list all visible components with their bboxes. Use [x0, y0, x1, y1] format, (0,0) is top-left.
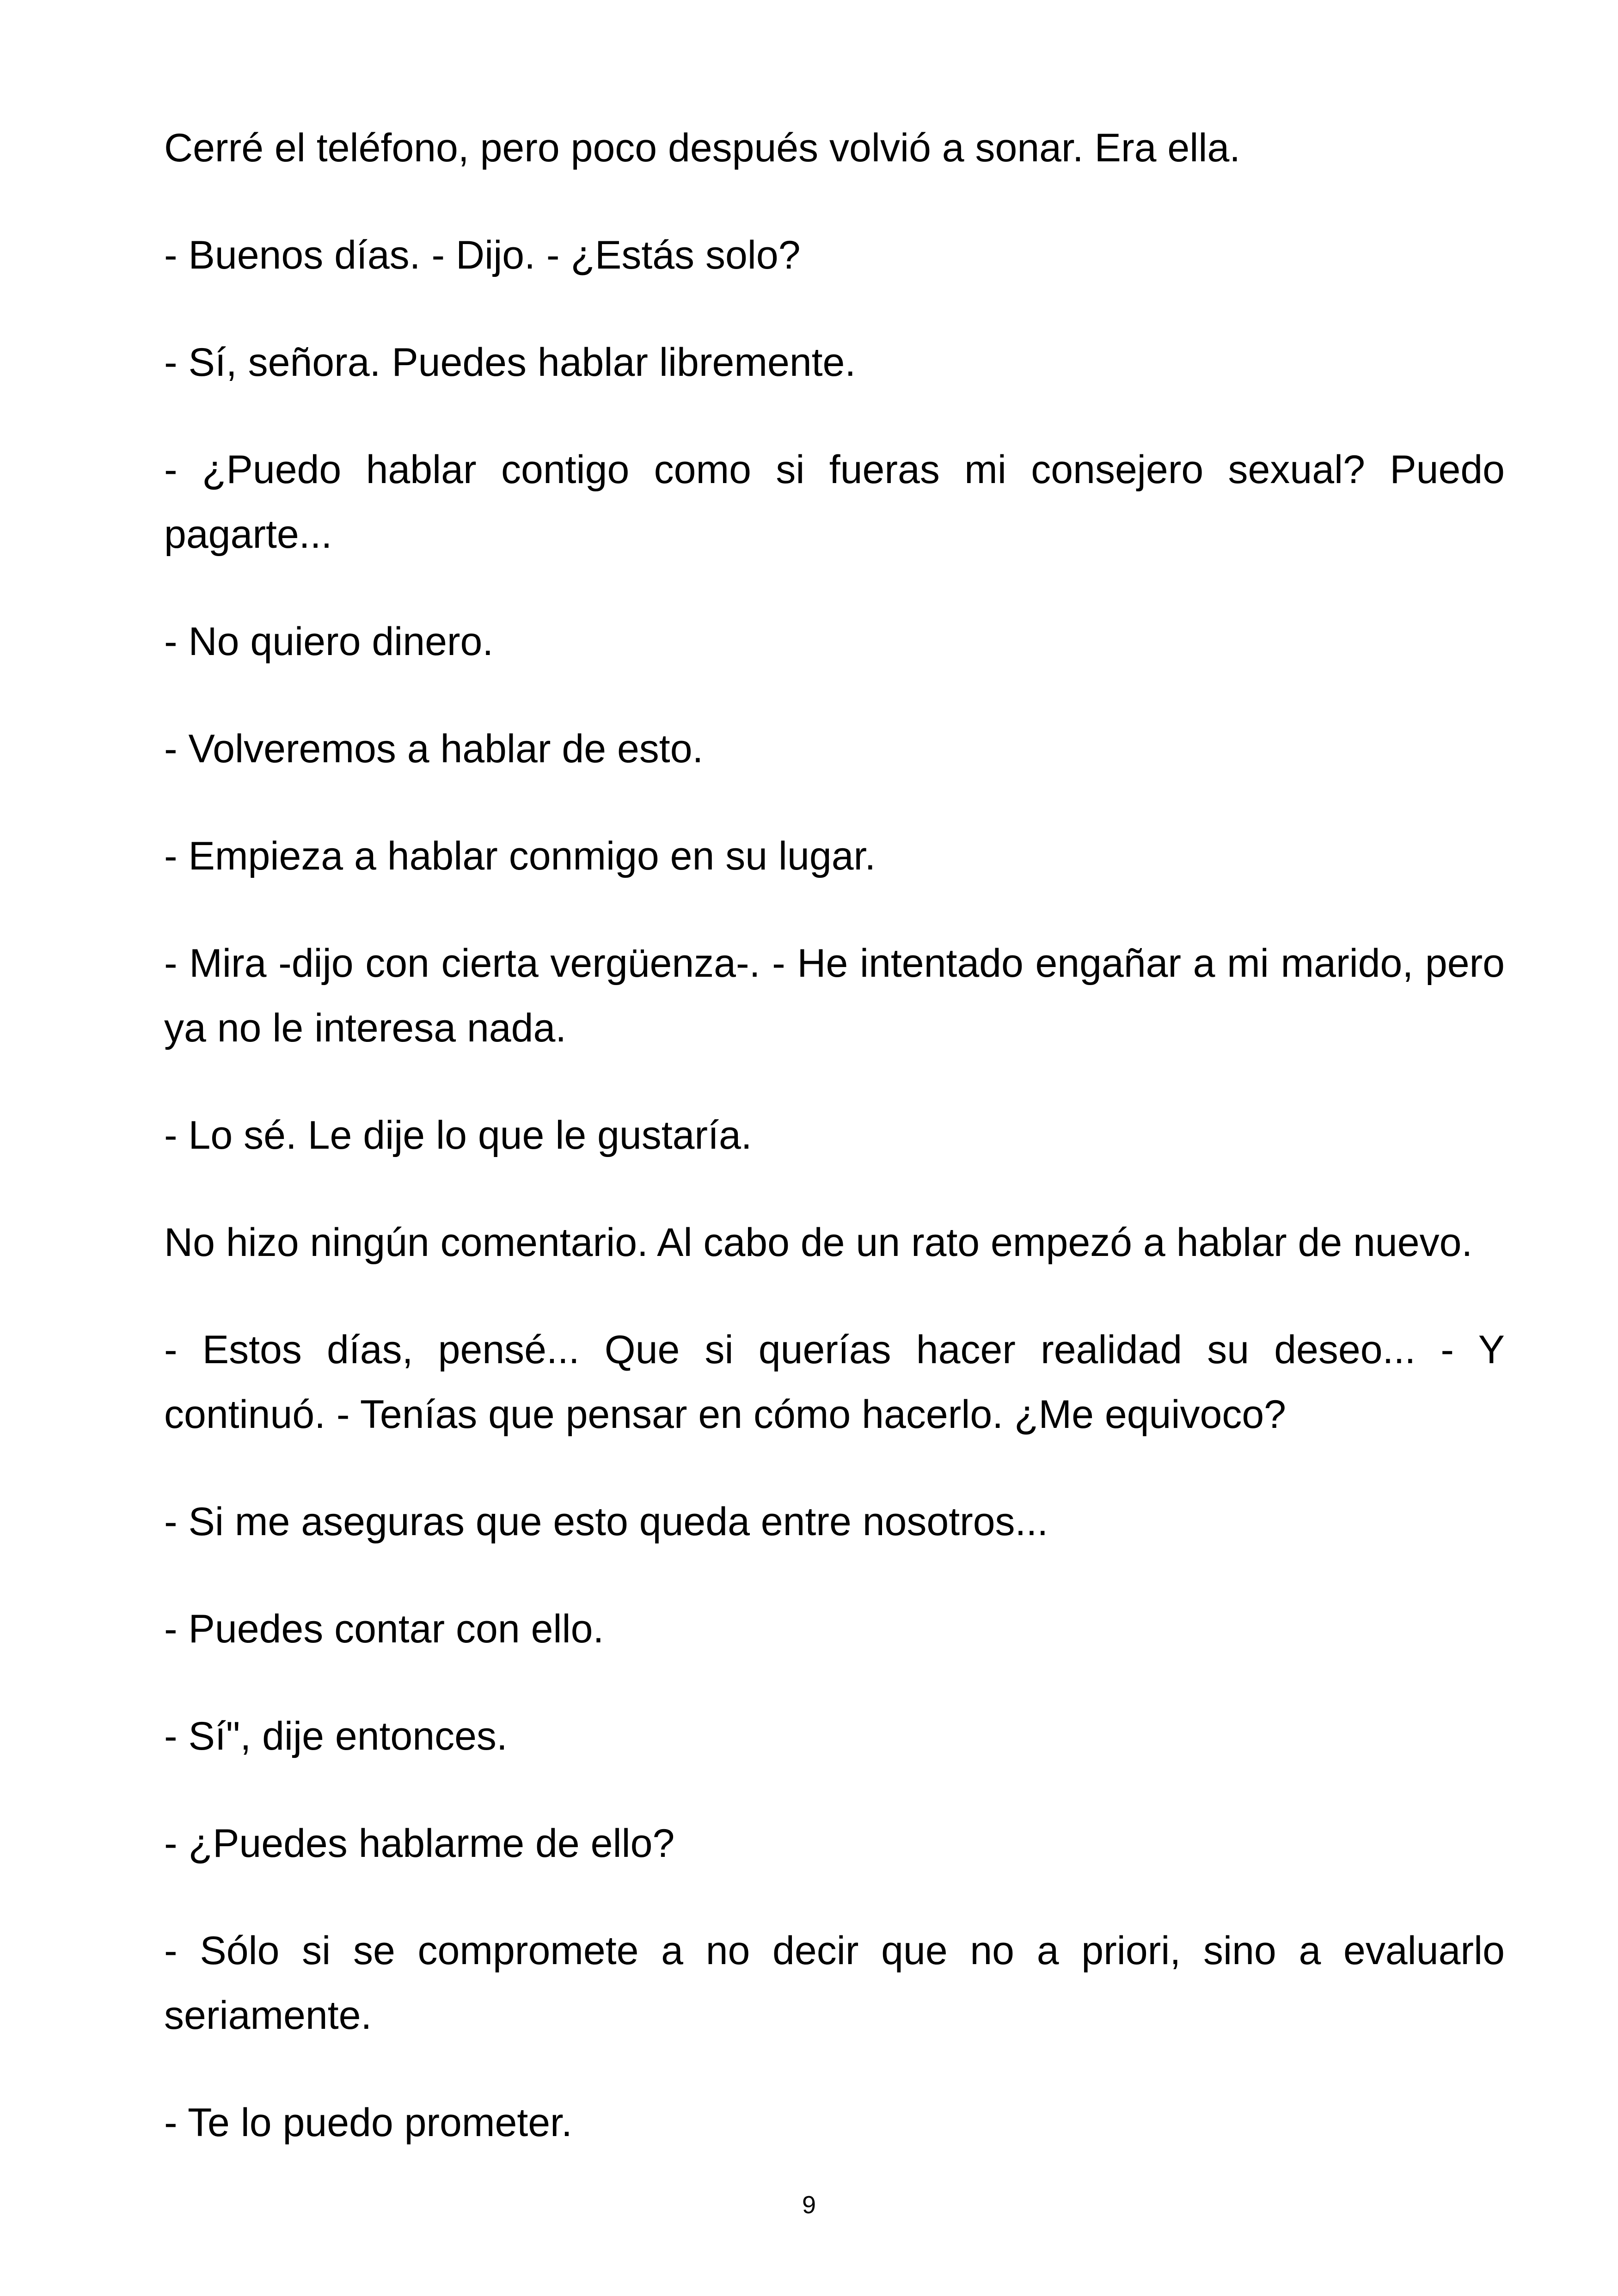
- paragraph: Cerré el teléfono, pero poco después volvió a sonar. Era ella.: [164, 126, 1241, 170]
- paragraph: - Volveremos a hablar de esto.: [164, 727, 704, 771]
- paragraph: - Lo sé. Le dije lo que le gustaría.: [164, 1113, 752, 1157]
- paragraph: - No quiero dinero.: [164, 619, 494, 664]
- paragraph: - Estos días, pensé... Que si querías hacer realidad su deseo... - Y continuó. - Tenías que pensar en cómo hacerlo. ¿Me equivoco?: [164, 1328, 1505, 1437]
- page-body: [164, 116, 1505, 2198]
- paragraph: - Empieza a hablar conmigo en su lugar.: [164, 834, 876, 878]
- paragraph: - ¿Puedes hablarme de ello?: [164, 1821, 675, 1866]
- paragraph: - Buenos días. - Dijo. - ¿Estás solo?: [164, 233, 801, 277]
- page-number: 9: [802, 2191, 816, 2219]
- paragraph: - Puedes contar con ello.: [164, 1607, 604, 1651]
- paragraph: - Si me aseguras que esto queda entre nosotros...: [164, 1500, 1048, 1544]
- paragraph: - Sólo si se compromete a no decir que no a priori, sino a evaluarlo seriamente.: [164, 1929, 1505, 2038]
- paragraph: - Mira -dijo con cierta vergüenza-. - He intentado engañar a mi marido, pero ya no le interesa nada.: [164, 941, 1505, 1050]
- paragraph: - Sí, señora. Puedes hablar libremente.: [164, 340, 856, 385]
- paragraph: No hizo ningún comentario. Al cabo de un rato empezó a hablar de nuevo.: [164, 1220, 1473, 1265]
- paragraph: - Sí", dije entonces.: [164, 1714, 508, 1758]
- paragraph: - ¿Puedo hablar contigo como si fueras mi consejero sexual? Puedo pagarte...: [164, 447, 1505, 557]
- paragraph: - Te lo puedo prometer.: [164, 2100, 572, 2145]
